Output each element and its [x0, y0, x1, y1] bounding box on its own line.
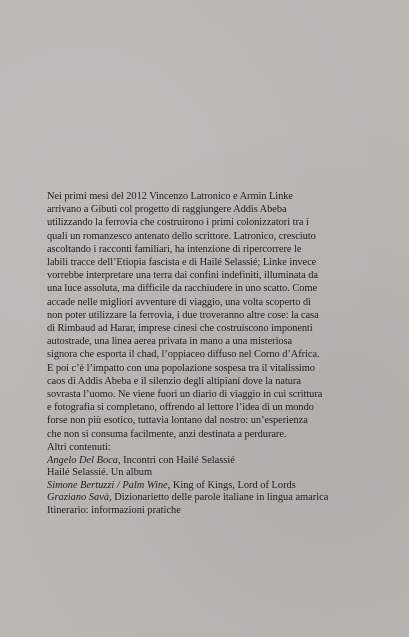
- blurb-line: accade nelle migliori avventure di viaggio, una volta scoperto di: [47, 296, 311, 308]
- blurb-line: di Rimbaud ad Harar, imprese cinesi che costruiscono imponenti: [47, 323, 313, 335]
- content-item-title: Hailé Selassié. Un album: [47, 467, 153, 479]
- blurb-line: Nei primi mesi del 2012 Vincenzo Latronico e Armin Linke: [47, 191, 293, 202]
- additional-contents: [47, 442, 387, 518]
- content-item-title: Itinerario: informazioni pratiche: [47, 504, 181, 516]
- blurb-line: forse non più esotico, tuttavia lontano dal nostro: un’esperienza: [47, 415, 308, 427]
- content-item-title: , King of Kings, Lord of Lords: [167, 479, 296, 491]
- blurb-line: arrivano a Gibuti col progetto di raggiungere Addis Abeba: [47, 204, 287, 216]
- content-item: [47, 480, 387, 493]
- blurb-line: labili tracce dell’Etiopia fascista e di Hailé Selassié; Linke invece: [47, 257, 317, 269]
- blurb-line: utilizzando la ferrovia che costruirono i primi colonizzatori tra i: [47, 217, 309, 229]
- blurb-line: e fotografia si completano, offrendo al lettore l’idea di un mondo: [47, 402, 314, 414]
- additional-contents-heading: Altri contenuti:: [47, 442, 111, 453]
- content-item-title: , Dizionarietto delle parole italiane in lingua amarica: [109, 492, 329, 504]
- blurb-line: autostrade, una linea aerea privata in mano a una misteriosa: [47, 336, 293, 348]
- blurb-line: che non si consuma facilmente, anzi destinata a perdurare.: [47, 428, 287, 440]
- content-item-author: Graziano Savà: [47, 492, 110, 504]
- blurb-line: vorrebbe interpretare una terra dai confini indefiniti, illuminata da: [47, 270, 318, 282]
- content-item-title: , Incontri con Hailé Selassié: [117, 454, 235, 466]
- content-item: [47, 455, 387, 468]
- blurb-line: signora che esporta il chad, l’oppiaceo diffuso nel Corno d’Africa.: [47, 349, 320, 361]
- blurb-line: non poter utilizzare la ferrovia, i due troveranno altre cose: la casa: [47, 309, 319, 321]
- blurb-line: quali un romanzesco antenato dello scrittore. Latronico, cresciuto: [47, 230, 316, 242]
- blurb-line: caos di Addis Abeba e il silenzio degli altipiani dove la natura: [47, 375, 301, 387]
- content-item: [47, 505, 387, 518]
- content-item: [47, 492, 387, 505]
- blurb-line: una luce assoluta, ma difficile da racchiudere in uno scatto. Come: [47, 283, 318, 295]
- content-item-author: Angelo Del Boca: [47, 454, 118, 466]
- content-item: [47, 467, 387, 480]
- back-cover-blurb: [47, 190, 382, 441]
- blurb-line: ascoltando i racconti familiari, ha intenzione di ripercorrere le: [47, 243, 302, 255]
- blurb-line: sovrasta l’uomo. Ne viene fuori un diario di viaggio in cui scrittura: [47, 389, 323, 401]
- blurb-line: E poi c’è l’impatto con una popolazione sospesa tra il vitalissimo: [47, 362, 315, 374]
- content-item-author: Simone Bertuzzi / Palm Wine: [47, 479, 168, 491]
